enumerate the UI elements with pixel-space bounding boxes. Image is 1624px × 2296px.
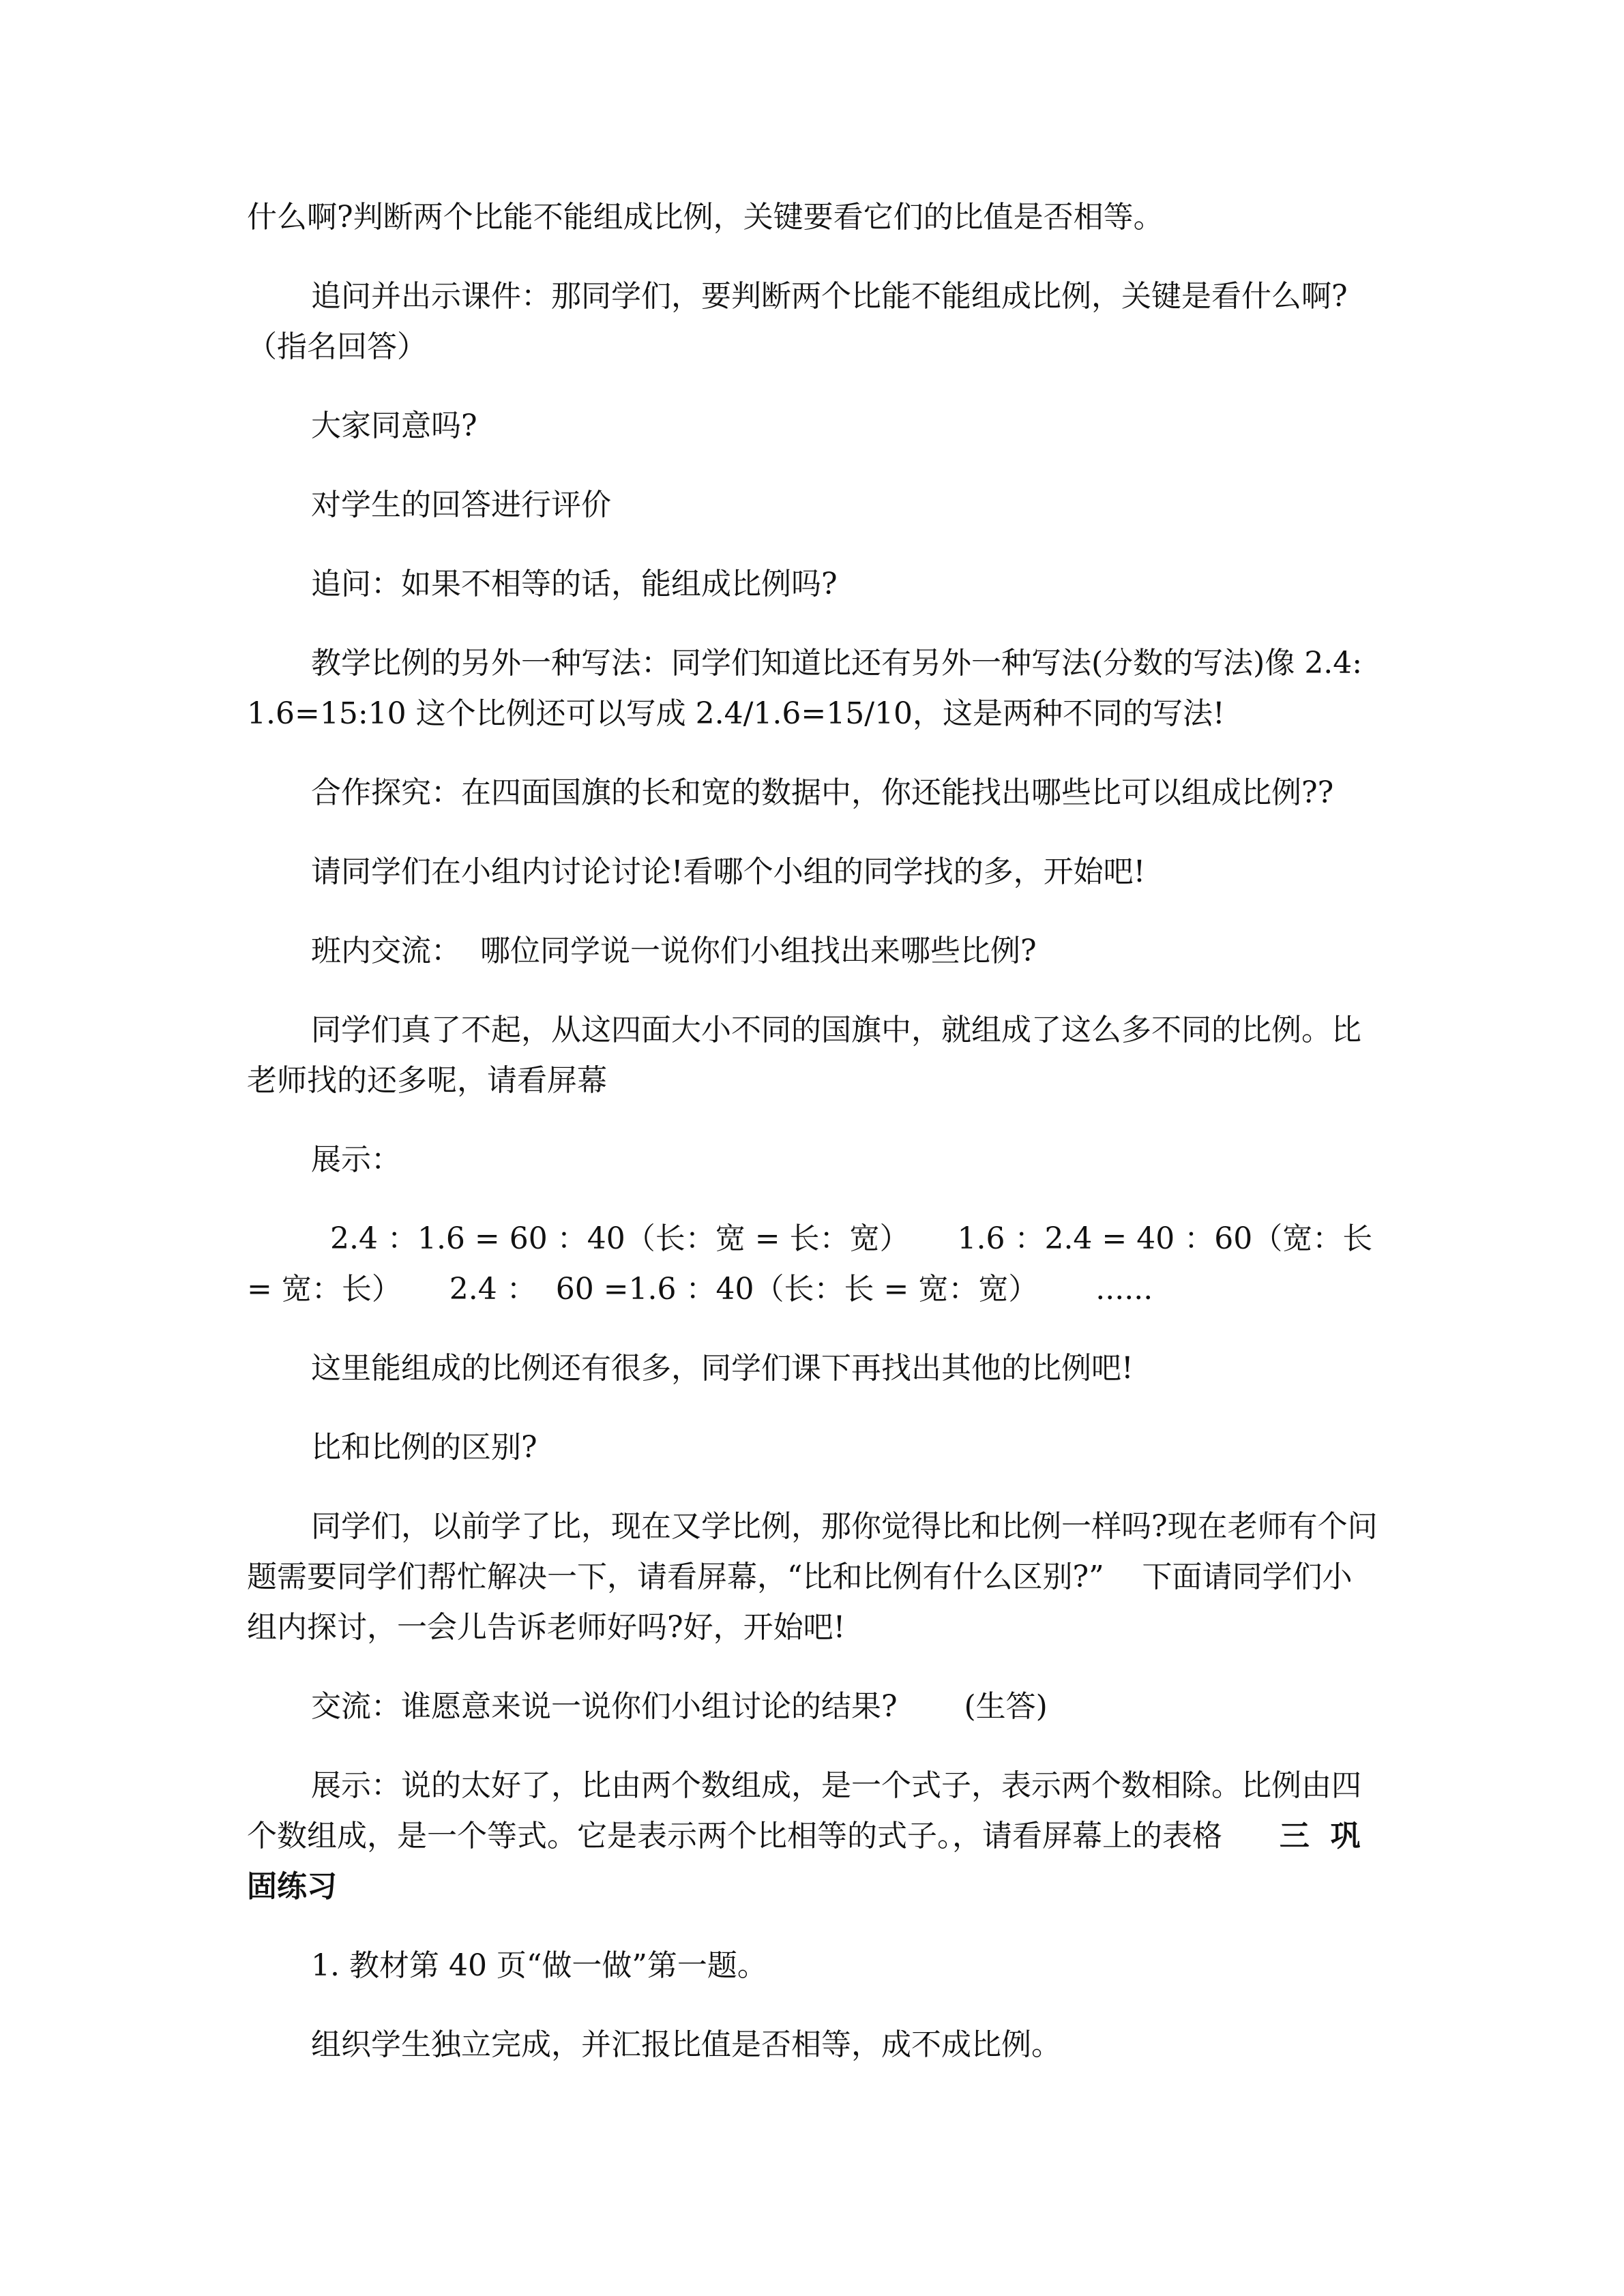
ratio-examples: 2.4 ：1.6 = 60 ：40（长：宽 = 长：宽） 1.6 ：2.4 = 40 ：60（宽：长 = 宽：长） 2.4 ： 60 =1.6 ：40（长：长 = 宽：宽） ......: [247, 1221, 1383, 1307]
exercise-item: 1. 教材第 40 页“做一做”第一题。: [311, 1948, 767, 1983]
paragraph: 大家同意吗?: [311, 408, 477, 443]
document-body: [247, 192, 1383, 2099]
paragraph: 什么啊?判断两个比能不能组成比例，关键要看它们的比值是否相等。: [247, 200, 1164, 235]
paragraph: 这里能组成的比例还有很多，同学们课下再找出其他的比例吧!: [311, 1351, 1134, 1386]
paragraph: 展示：: [311, 1142, 401, 1177]
showcase-text: 展示：说的太好了，比由两个数组成，是一个式子，表示两个数相除。比例由四个数组成，是一个等式。它是表示两个比相等的式子。，请看屏幕上的表格: [247, 1768, 1361, 1853]
paragraph: 同学们真了不起，从这四面大小不同的国旗中，就组成了这么多不同的比例。比老师找的还多呢，请看屏幕: [247, 1013, 1361, 1098]
section-heading: 三 巩固练习: [247, 1819, 1361, 1904]
paragraph: 追问并出示课件：那同学们，要判断两个比能不能组成比例，关键是看什么啊?（指名回答）: [247, 279, 1348, 364]
paragraph: 比和比例的区别?: [311, 1430, 537, 1465]
paragraph: 请同学们在小组内讨论讨论!看哪个小组的同学找的多，开始吧!: [311, 854, 1146, 889]
paragraph: 交流：谁愿意来说一说你们小组讨论的结果? (生答): [311, 1689, 1048, 1724]
paragraph: 同学们，以前学了比，现在又学比例，那你觉得比和比例一样吗?现在老师有个问题需要同学们帮忙解决一下，请看屏幕，“比和比例有什么区别?” 下面请同学们小组内探讨，一会儿告诉老师好吗?好，开始吧!: [247, 1509, 1378, 1645]
exercise-instruction: 组织学生独立完成，并汇报比值是否相等，成不成比例。: [311, 2027, 1061, 2062]
paragraph: 合作探究：在四面国旗的长和宽的数据中，你还能找出哪些比可以组成比例??: [311, 775, 1334, 810]
showcase-paragraph: [247, 1761, 1379, 1912]
paragraph: 追问：如果不相等的话，能组成比例吗?: [311, 567, 838, 601]
paragraph: 教学比例的另外一种写法：同学们知道比还有另外一种写法(分数的写法)像 2.4:1.6=15:10 这个比例还可以写成 2.4/1.6=15/10，这是两种不同的写法!: [247, 646, 1363, 731]
paragraph: 班内交流： 哪位同学说一说你们小组找出来哪些比例?: [311, 934, 1037, 968]
paragraph: 对学生的回答进行评价: [311, 488, 611, 522]
